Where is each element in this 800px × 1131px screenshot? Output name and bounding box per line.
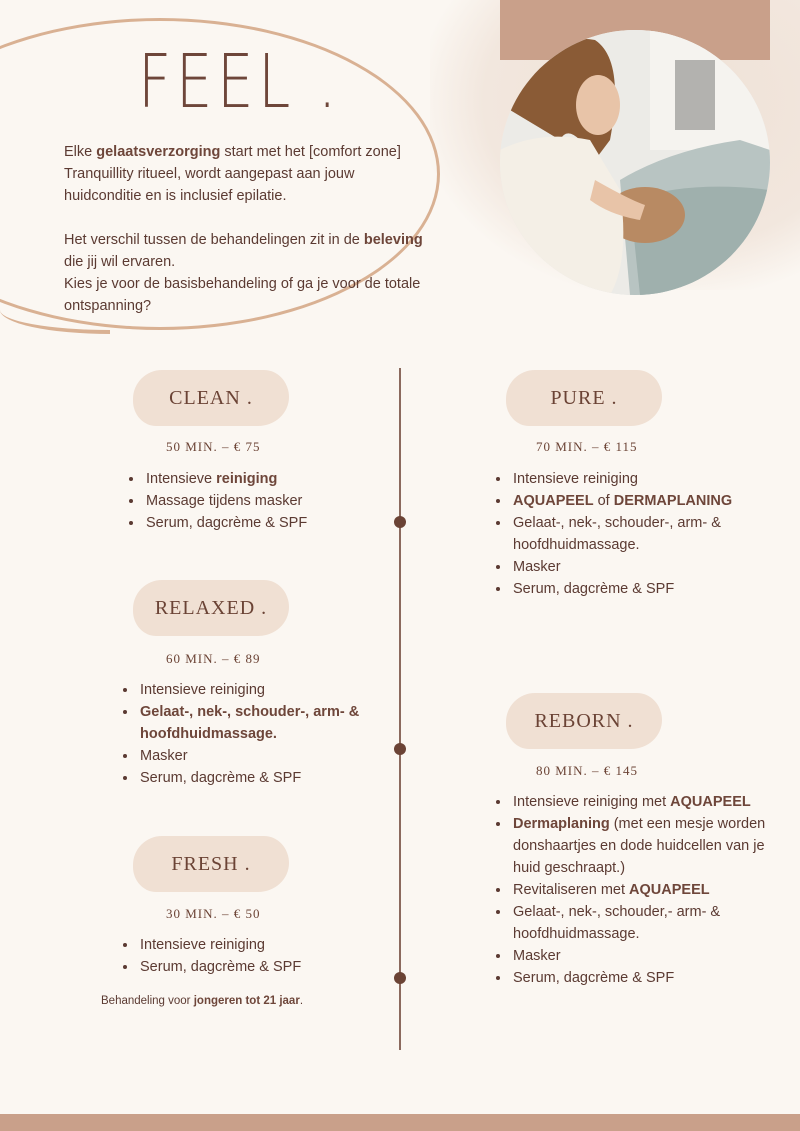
treatment-photo [500,30,770,295]
list-item: • Masker [511,945,786,967]
treatment-name: RELAXED . [154,596,268,619]
list-item: • Dermaplaning (met een mesje worden donshaartjes en dode huidcellen van je huid geschraapt.) [511,813,786,879]
list-item: • Intensieve reiniging [138,934,408,956]
list-item: • Serum, dagcrème & SPF [511,578,781,600]
list-item: • Serum, dagcrème & SPF [138,767,408,789]
list-item: • Intensieve reiniging [511,468,781,490]
treatment-list-reborn [489,791,786,989]
treatment-list-clean [122,468,404,534]
treatment-list-pure [489,468,781,600]
treatment-list-fresh [116,934,408,978]
fresh-footnote: Behandeling voor jongeren tot 21 jaar. [101,995,304,1007]
list-item: • Revitaliseren met AQUAPEEL [511,879,786,901]
list-item: • AQUAPEEL of DERMAPLANING [511,490,781,512]
treatment-name: CLEAN . [169,386,253,409]
photo-illustration [500,30,770,295]
treatment-title-pure [506,370,662,426]
intro-paragraph-1: Elke gelaatsverzorging start met het [comfort zone] Tranquillity ritueel, wordt aangepast aan jouw huidconditie en is inclusief epilatie. [64,144,401,204]
treatment-price-fresh: 30 MIN. – € 50 [166,906,261,921]
list-item: • Gelaat-, nek-, schouder-, arm- & hoofdhuidmassage. [511,512,781,556]
treatment-title-relaxed [133,580,289,636]
treatment-price-clean: 50 MIN. – € 75 [166,439,261,454]
treatment-price-reborn: 80 MIN. – € 145 [536,763,639,778]
intro-text [64,141,424,317]
treatment-name: REBORN . [534,709,634,732]
treatment-name: PURE . [550,386,618,409]
list-item: • Serum, dagcrème & SPF [144,512,404,534]
list-item: • Intensieve reiniging [138,679,408,701]
treatment-price-relaxed: 60 MIN. – € 89 [166,651,261,666]
list-item: • Gelaat-, nek-, schouder-, arm- & hoofdhuidmassage. [138,701,408,745]
list-item: • Intensieve reiniging [144,468,404,490]
treatment-title-fresh [133,836,289,892]
footer-bar [0,1114,800,1131]
list-item: • Gelaat-, nek-, schouder,- arm- & hoofdhuidmassage. [511,901,786,945]
list-item: • Masker [511,556,781,578]
page-title: FEEL . [138,39,342,125]
treatment-name: FRESH . [171,852,251,875]
treatment-price-pure: 70 MIN. – € 115 [536,439,638,454]
intro-paragraph-3: Kies je voor de basisbehandeling of ga je voor de totale ontspanning? [64,276,421,314]
intro-paragraph-2: Het verschil tussen de behandelingen zit in de beleving die jij wil ervaren. [64,232,423,270]
list-item: • Massage tijdens masker [144,490,404,512]
treatment-list-relaxed [116,679,408,789]
list-item: • Serum, dagcrème & SPF [138,956,408,978]
list-item: • Serum, dagcrème & SPF [511,967,786,989]
list-item: • Intensieve reiniging met AQUAPEEL [511,791,786,813]
treatment-title-reborn [506,693,662,749]
list-item: • Masker [138,745,408,767]
treatment-title-clean [133,370,289,426]
